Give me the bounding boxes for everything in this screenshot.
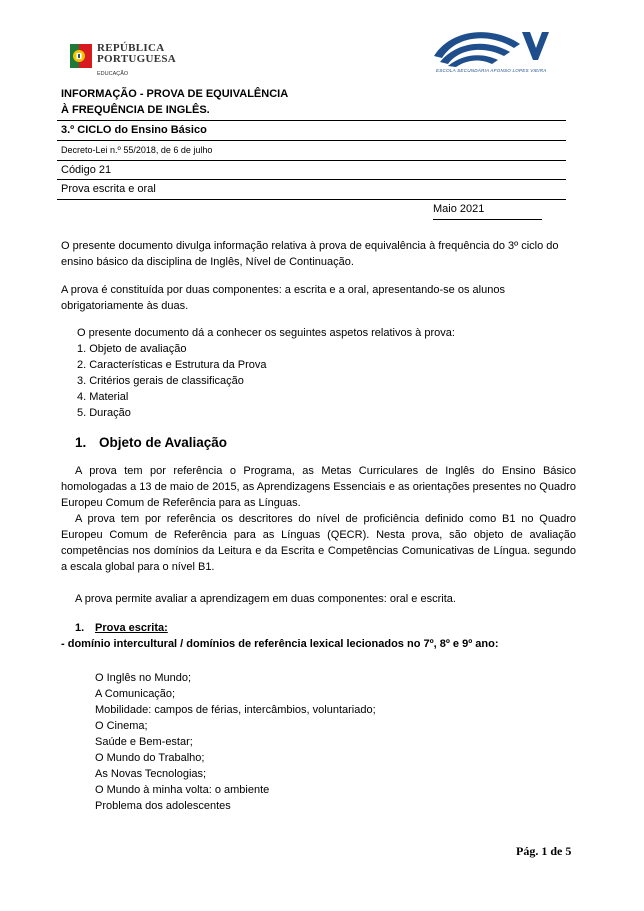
subsection-subheading: - domínio intercultural / domínios de referência lexical lecionados no 7º, 8º e 9º ano: [61, 638, 499, 650]
subsection-title: Prova escrita: [95, 622, 168, 634]
topics-list [95, 670, 376, 814]
section-title: Objeto de Avaliação [99, 435, 228, 450]
logo-line-1: REPÚBLICA [97, 42, 165, 54]
list-item: As Novas Tecnologias; [95, 768, 207, 780]
republica-portuguesa-logo [70, 42, 190, 82]
aspects-list [77, 341, 267, 421]
document-date: Maio 2021 [433, 203, 485, 215]
list-item: O Inglês no Mundo; [95, 672, 192, 684]
intro-paragraph-1: O presente documento divulga informação relativa à prova de equivalência à frequência do 3º ciclo do ensino básico da disciplina de Inglês, Nível de Continuação. [61, 240, 559, 268]
logo-line-2: PORTUGUESA [97, 53, 177, 65]
list-item: Mobilidade: campos de férias, intercâmbios, voluntariado; [95, 704, 376, 716]
list-item: O Mundo do Trabalho; [95, 752, 205, 764]
list-item: O Cinema; [95, 720, 148, 732]
list-item: 1. Objeto de avaliação [77, 343, 187, 355]
subsection-number: 1. [75, 622, 85, 634]
logo-line-3: EDUCAÇÃO [97, 71, 129, 77]
list-item: 2. Características e Estrutura da Prova [77, 359, 267, 371]
section-paragraph-3: A prova permite avaliar a aprendizagem em duas componentes: oral e escrita. [75, 593, 456, 605]
divider [57, 179, 566, 180]
section-number: 1. [75, 435, 87, 450]
exam-code: Código 21 [61, 164, 112, 176]
divider [57, 120, 566, 121]
title-line-2: À FREQUÊNCIA DE INGLÊS. [61, 104, 210, 116]
school-wave-icon [430, 26, 550, 68]
school-logo [430, 26, 550, 82]
divider [57, 160, 566, 161]
intro-paragraph-2: A prova é constituída por duas componentes: a escrita e a oral, apresentando-se os alunos obrigatoriamente às duas. [61, 284, 505, 312]
decree-reference: Decreto-Lei n.º 55/2018, de 6 de julho [61, 145, 213, 155]
section-paragraph-1: A prova tem por referência o Programa, as Metas Curriculares de Inglês do Ensino Básico homologadas a 13 de maio de 2015, as Aprendizagens Essenciais e as orientações presentes no Quadro Europeu Comum de Referência para as Línguas. [61, 465, 576, 509]
list-item: 4. Material [77, 391, 129, 403]
section-heading [75, 435, 227, 450]
document-title [61, 86, 561, 118]
list-item: Saúde e Bem-estar; [95, 736, 193, 748]
intro-paragraph-3: O presente documento dá a conhecer os seguintes aspetos relativos à prova: [77, 327, 455, 339]
page-number: Pág. 1 de 5 [516, 844, 572, 858]
school-name: ESCOLA SECUNDÁRIA AFONSO LOPES VIEIRA [436, 68, 547, 73]
list-item: A Comunicação; [95, 688, 176, 700]
divider [57, 140, 566, 141]
title-line-1: INFORMAÇÃO - PROVA DE EQUIVALÊNCIA [61, 88, 289, 100]
subsection-heading [75, 622, 168, 634]
portugal-emblem-icon [70, 44, 92, 72]
exam-type: Prova escrita e oral [61, 183, 156, 195]
divider [57, 199, 566, 200]
list-item: Problema dos adolescentes [95, 800, 231, 812]
section-paragraph-2: A prova tem por referência os descritores do nível de proficiência definido como B1 no Quadro Europeu Comum de Referência para as Línguas (QECR). Nesta prova, são objeto de avaliação competências nos domínios da Leitura e da Escrita e Competências Comunicativas de Língua. segundo a escala global para o nível B1. [61, 513, 576, 573]
date-underline [433, 219, 542, 220]
list-item: O Mundo à minha volta: o ambiente [95, 784, 270, 796]
list-item: 3. Critérios gerais de classificação [77, 375, 244, 387]
list-item: 5. Duração [77, 407, 131, 419]
education-cycle: 3.º CICLO do Ensino Básico [61, 124, 207, 136]
